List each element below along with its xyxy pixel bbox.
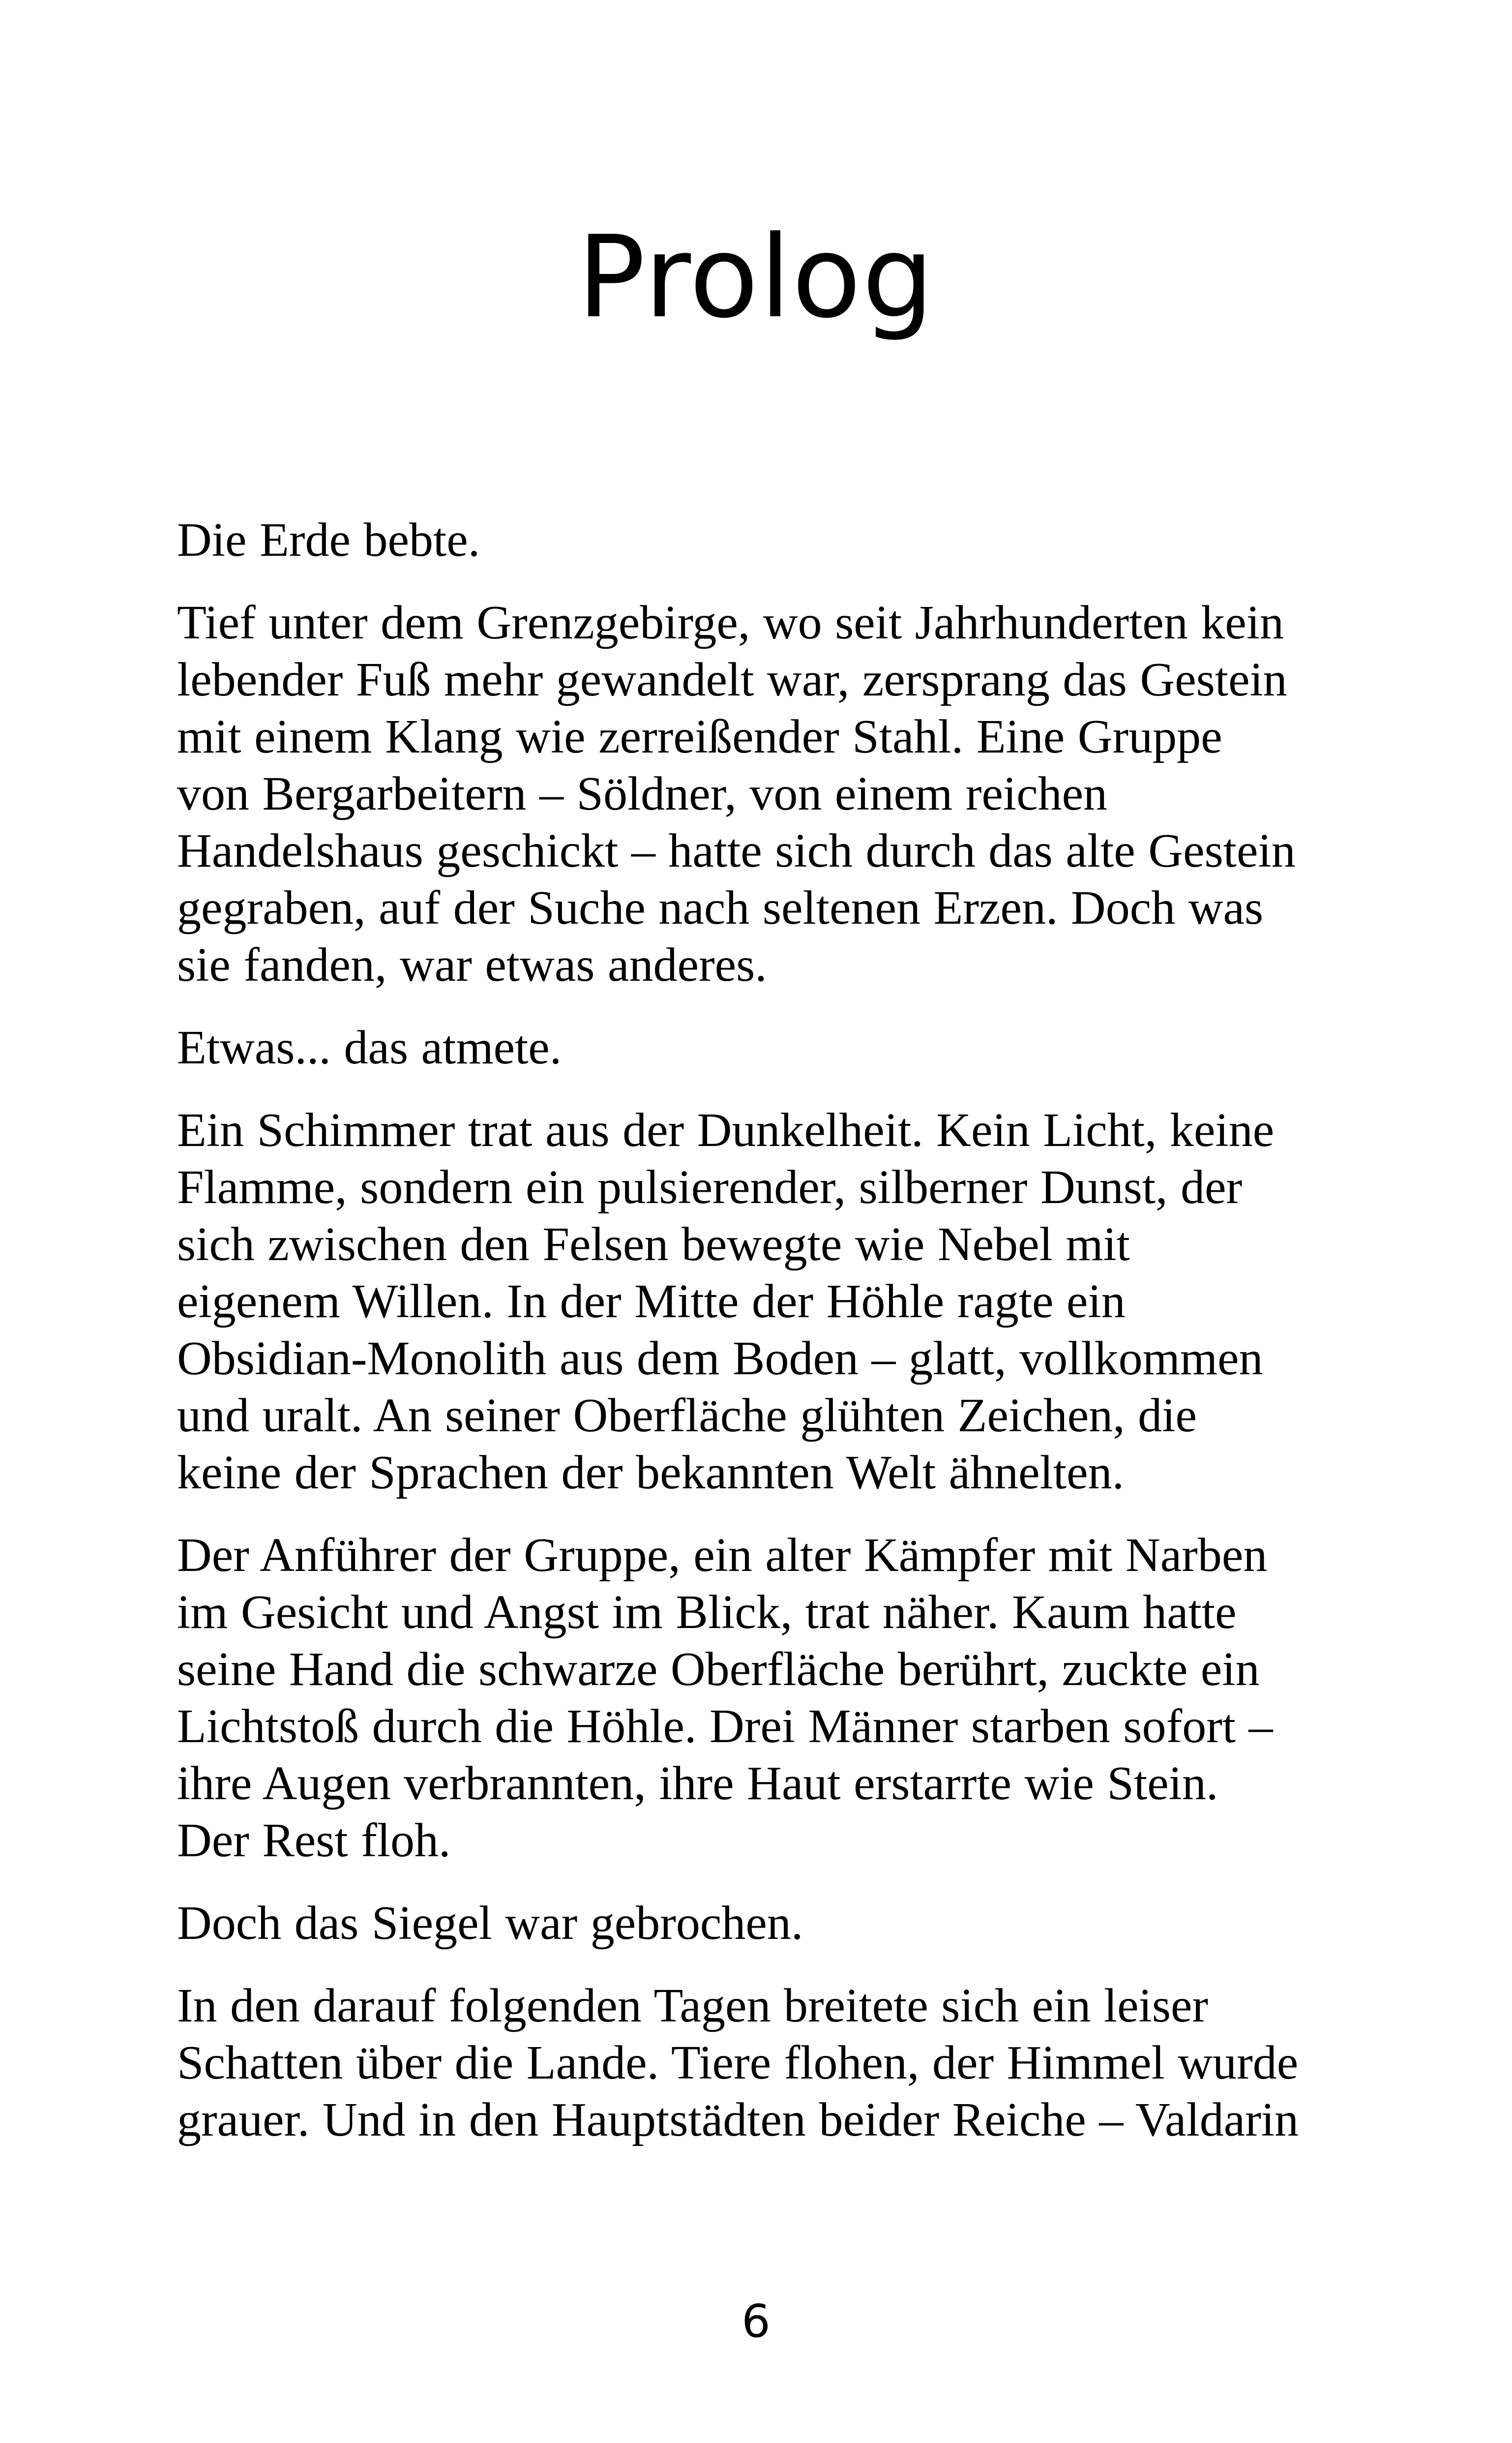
text-line: grauer. Und in den Hauptstädten beider Reiche – Valdarin xyxy=(177,2093,1299,2146)
text-line: von Bergarbeitern – Söldner, von einem reichen xyxy=(177,767,1108,820)
text-line: Tief unter dem Grenzgebirge, wo seit Jahrhunderten kein xyxy=(177,596,1284,649)
text-line: Obsidian-Monolith aus dem Boden – glatt, vollkommen xyxy=(177,1332,1263,1385)
text-line: und uralt. An seiner Oberfläche glühten Zeichen, die xyxy=(177,1389,1197,1442)
text-line: im Gesicht und Angst im Blick, trat näher. Kaum hatte xyxy=(177,1586,1237,1639)
text-line: Handelshaus geschickt – hatte sich durch das alte Gestein xyxy=(177,824,1296,877)
text-line: gegraben, auf der Suche nach seltenen Erzen. Doch was xyxy=(177,881,1264,935)
page-number: 6 xyxy=(741,2295,771,2348)
paragraph xyxy=(177,1102,1337,1501)
text-line: Flamme, sondern ein pulsierender, silberner Dunst, der xyxy=(177,1161,1243,1214)
paragraph xyxy=(177,1019,1337,1076)
text-line: Schatten über die Lande. Tiere flohen, der Himmel wurde xyxy=(177,2036,1299,2089)
text-line: lebender Fuß mehr gewandelt war, zersprang das Gestein xyxy=(177,653,1287,706)
text-line: eigenem Willen. In der Mitte der Höhle ragte ein xyxy=(177,1275,1126,1328)
paragraph xyxy=(177,1977,1337,2148)
text-line: Lichtstoß durch die Höhle. Drei Männer starben sofort – xyxy=(177,1700,1273,1753)
text-line: sich zwischen den Felsen bewegte wie Nebel mit xyxy=(177,1218,1130,1271)
chapter-title: Prolog xyxy=(577,212,935,343)
text-line: Ein Schimmer trat aus der Dunkelheit. Kein Licht, keine xyxy=(177,1104,1275,1157)
chapter-body xyxy=(177,512,1337,2174)
text-line: Der Anführer der Gruppe, ein alter Kämpfer mit Narben xyxy=(177,1529,1268,1582)
paragraph xyxy=(177,512,1337,569)
paragraph xyxy=(177,1527,1337,1869)
text-line: Die Erde bebte. xyxy=(177,513,480,567)
text-line: Der Rest floh. xyxy=(177,1814,451,1867)
text-line: keine der Sprachen der bekannten Welt ähnelten. xyxy=(177,1446,1125,1499)
text-line: ihre Augen verbrannten, ihre Haut erstarrte wie Stein. xyxy=(177,1757,1218,1810)
text-line: Doch das Siegel war gebrochen. xyxy=(177,1897,803,1950)
text-line: seine Hand die schwarze Oberfläche berührt, zuckte ein xyxy=(177,1643,1260,1696)
text-line: Etwas... das atmete. xyxy=(177,1021,562,1074)
text-line: sie fanden, war etwas anderes. xyxy=(177,938,767,992)
text-line: mit einem Klang wie zerreißender Stahl. Eine Gruppe xyxy=(177,710,1222,763)
paragraph xyxy=(177,594,1337,994)
text-line: In den darauf folgenden Tagen breitete sich ein leiser xyxy=(177,1979,1209,2032)
paragraph xyxy=(177,1895,1337,1952)
